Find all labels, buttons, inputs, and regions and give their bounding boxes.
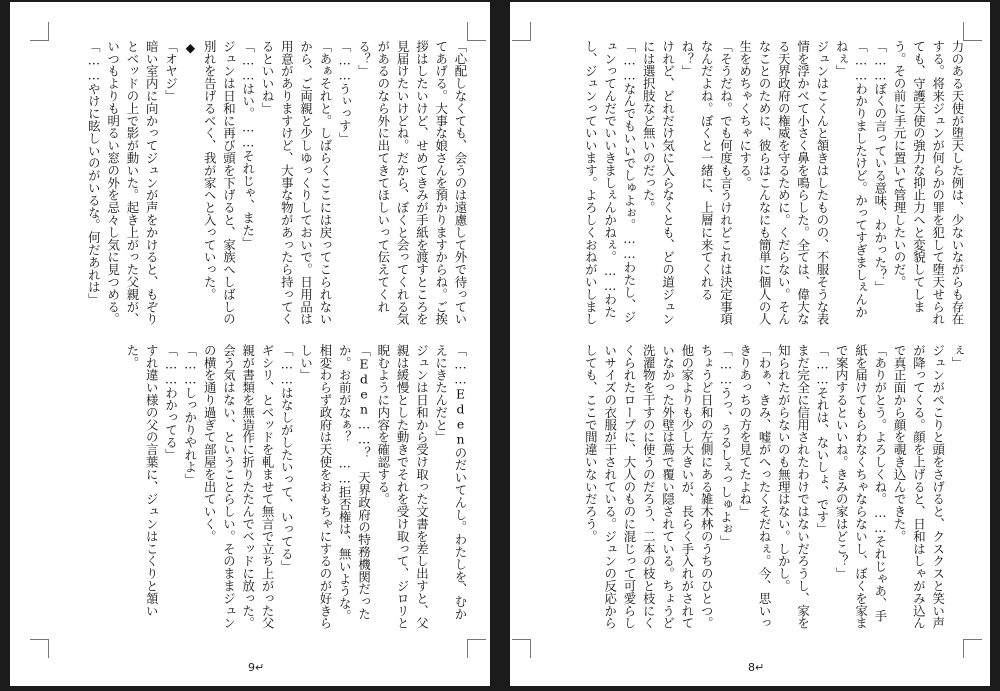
crop-mark-top-left — [512, 22, 531, 41]
page-body-text: 「心配しなくても、会うのは遠慮して外で待っていてあげる。大事な娘さんを預かりますからね。ご挨拶はしたいけど、せめてきみが手紙を渡すところを見届けたいけどね。だから、ぼくと会ってくれる気があるのなら外に出てきてほしいって伝えてくれる？」 「……うぃっす」 「あぁそれと。しばらくここには戻ってこられないから、ご両親と少しゆっくりしておいで。日用品は用意がありますけど、大事な物があったら持ってくるといいね」 「……はい。……それじゃ、また」 ジュンは日和に再び頭を下げると、家族へしばしの別れを告げるべく、我が家へと入っていった。 ◆ 「オヤジ」 暗い室内に向かってジュンが声をかけると、もぞりとベッドの上で影が動いた。起き上がった父親が、いつもよりも明るい窓の外を忌々し気に見つめる。 「……やけに眩しいのがいるな。何だあれは」 「……Edenのだいてんし。わたしを、むかえにきたんだと」 ジュンは日和から受け取った文書を差し出すと、父親は緩慢とした動きでそれを受け取って、ジロリと睨むように内容を確認する。 「Eden……？ 天界政府の特務機関だったか。お前がなぁ？ ……拒否権は、無いような。相変わらず政府は天使をおもちゃにするのが好きらしい」 「……はなしがしたいって、いってる」 ギシリ、とベッドを軋ませて無言で立ち上がった父親が書類を無造作に折りたたんでベッドに放った。会う気はない、ということらしい。そのままジュンの横を通り過ぎて部屋を出ていく。 「……しっかりやれよ」 「……わかってる」 すれ違い様の父の言葉に、ジュンはこくりと頷いた。 — [86, 40, 468, 630]
crop-mark-bottom-right — [467, 639, 486, 658]
crop-mark-bottom-left — [512, 639, 531, 658]
crop-mark-top-right — [963, 22, 982, 41]
crop-mark-top-left — [30, 22, 49, 41]
crop-mark-top-right — [467, 22, 486, 41]
page-9 — [10, 2, 490, 686]
crop-mark-bottom-right — [963, 639, 982, 658]
page-number: 8↵ — [748, 661, 765, 674]
crop-mark-bottom-left — [30, 639, 49, 658]
page-8 — [510, 2, 990, 686]
page-body-text: 力のある天使が堕天した例は、少ないながらも存在する。将来ジュンが何らかの罪を犯して堕天せられても、守護天使の強力な抑止力へと変貌してしまう。その前に手元に置いて管理したいのだ。 「……ぼくの言っている意味、わかった？」 「……わかりましたけど。かってすぎましぇんかねぇ」 ジュンはこくんと頷きはしたものの、不服そうな表情を浮かべて小さく鼻を鳴らした。全ては、偉大なる天界政府の権威を守るために。くだらない。そんなことのために、彼らはこんなにも簡単に個人の人生をめちゃくちゃにする。 「そうだね。でも何度も言うけれどこれは決定事項なんだよね。ぼくと一緒に、上層に来てくれるね？」 けれど、どれだけ気に入らなくとも、どの道ジュンには選択肢など無いのだった。 「……なんでもいいでしゅよぉ。……わたし、ジュンってんだでいいきましぇんかねぇ。……わたし、ジュンっていいます。よろしくおねがいしましぇ」 ジュンがぺこりと頭をさげると、クスクスと笑い声が降ってくる。顔を上げると、日和はしゃがみ込んで真正面から顔を覗き込んできた。 「ありがとう。よろしくね。……それじゃあ、手紙を届けてもらわなくちゃならないし、ぼくを家まで案内するといいね。きみの家はどこ？」 「……それは、ないしょ、です」 まだ完全に信用されたわけではないだろうし、家を知られたがらないのも無理はない。しかし。 「わぁ、きみ、嘘がへったくそだねぇ。今、思いっきりあっちの方を見てたよね」 「……うっ、うるしぇっしゅよぉ」 ちょうど日和の左側にある雑木林のうちのひとつ。他の家よりも少し大きいが、長らく手入れがされていなかった外壁は蔦で覆い隠されている。ちょうど洗濯物を干すのに使うのだろう、二本の枝と枝にくくられたロープに、大人のものに混じって可愛らしいサイズの衣服が干されている。ジュンの反応からしても、ここで間違いないだろう。 — [583, 40, 965, 630]
page-number: 9↵ — [248, 661, 265, 674]
